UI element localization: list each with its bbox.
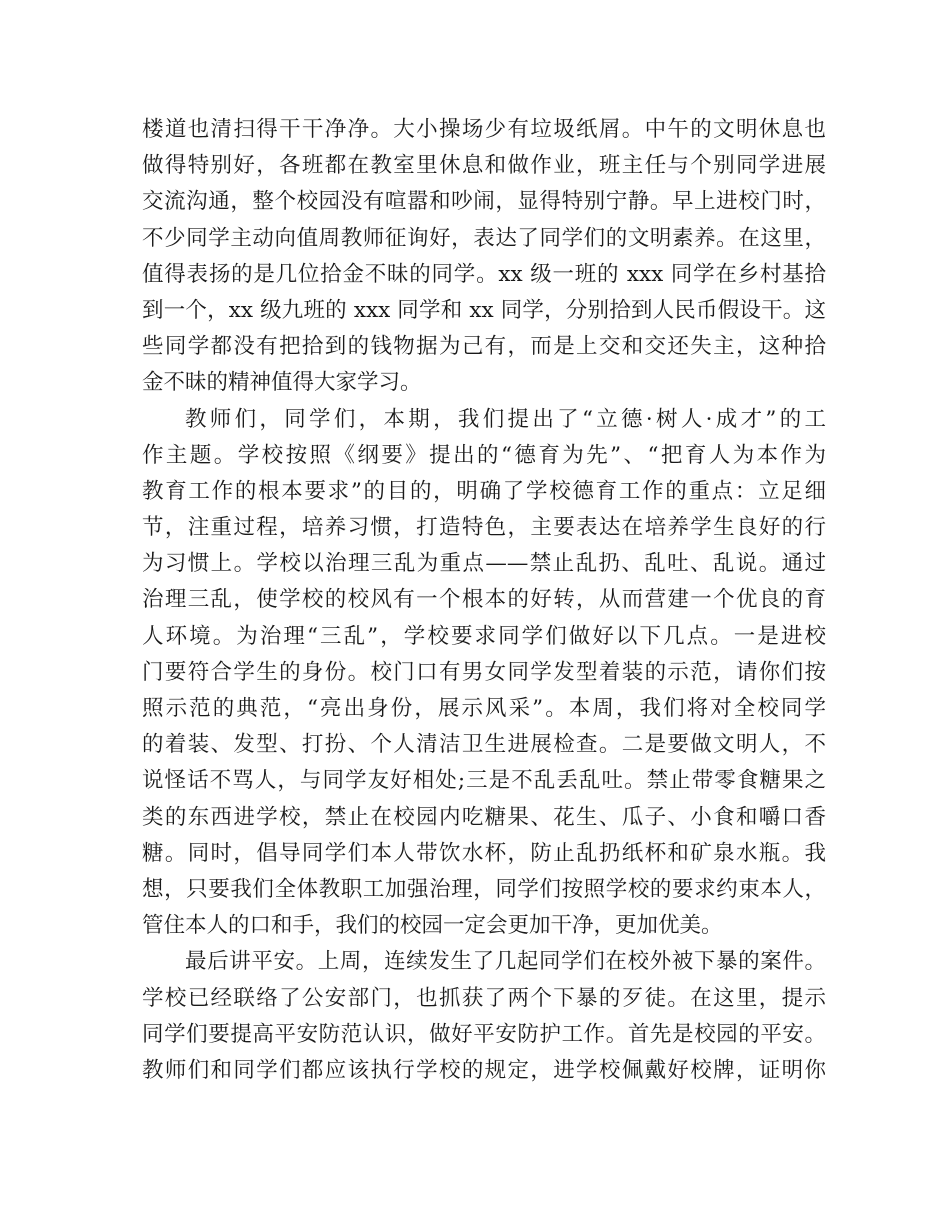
text-line: 教育工作的根本要求”的目的，明确了学校德育工作的重点：立足细 [142,478,826,504]
text-line: 同学们要提高平安防范认识，做好平安防护工作。首先是校园的平安。 [142,1021,826,1047]
text-line: 学校已经联络了公安部门，也抓获了两个下暴的歹徒。在这里，提示 [142,985,826,1011]
text-line: 照示范的典范，“亮出身份，展示风采”。本周，我们将对全校同学 [142,696,826,721]
text-line: 楼道也清扫得干干净净。大小操场少有垃圾纸屑。中午的文明休息也 [142,117,826,142]
text-line: 值得表扬的是几位拾金不昧的同学。xx 级一班的 xxx 同学在乡村基拾 [142,261,826,287]
text-line: 想，只要我们全体教职工加强治理，同学们按照学校的要求约束本人， [142,876,826,902]
text-line: 到一个，xx 级九班的 xxx 同学和 xx 同学，分别拾到人民币假设干。这 [142,297,826,323]
text-line: 作主题。学校按照《纲要》提出的“德育为先”、“把育人为本作为 [142,442,826,468]
text-line: 不少同学主动向值周教师征询好，表达了同学们的文明素养。在这里， [142,225,826,251]
text-line: 糖。同时，倡导同学们本人带饮水杯，防止乱扔纸杯和矿泉水瓶。我 [142,840,826,866]
text-line: 治理三乱，使学校的校风有一个根本的好转，从而营建一个优良的育 [142,587,826,613]
text-line: 教师们，同学们，本期，我们提出了“立德·树人·成才”的工 [185,406,826,432]
text-line: 教师们和同学们都应该执行学校的规定，进学校佩戴好校牌，证明你 [142,1057,826,1083]
text-line: 门要符合学生的身份。校门口有男女同学发型着装的示范，请你们按 [142,659,826,685]
text-line: 做得特别好，各班都在教室里休息和做作业，班主任与个别同学进展 [142,153,826,179]
text-line: 金不昧的精神值得大家学习。 [142,370,422,396]
text-line: 为习惯上。学校以治理三乱为重点——禁止乱扔、乱吐、乱说。通过 [142,551,826,577]
text-line: 最后讲平安。上周，连续发生了几起同学们在校外被下暴的案件。 [185,949,826,975]
text-line: 的着装、发型、打扮、个人清洁卫生进展检查。二是要做文明人，不 [142,732,826,758]
text-line: 交流沟通，整个校园没有喧嚣和吵闹，显得特别宁静。早上进校门时， [142,189,826,215]
text-line: 人环境。为治理“三乱”，学校要求同学们做好以下几点。一是进校 [142,623,826,649]
body-text [142,112,826,1089]
text-line: 类的东西进学校，禁止在校园内吃糖果、花生、瓜子、小食和嚼口香 [142,804,826,830]
text-line: 说怪话不骂人，与同学友好相处;三是不乱丢乱吐。禁止带零食糖果之 [142,768,826,794]
text-line: 些同学都没有把拾到的钱物据为己有，而是上交和交还失主，这种拾 [142,334,826,360]
text-line: 节，注重过程，培养习惯，打造特色，主要表达在培养学生良好的行 [142,515,826,541]
text-line: 管住本人的口和手，我们的校园一定会更加干净，更加优美。 [142,913,723,939]
